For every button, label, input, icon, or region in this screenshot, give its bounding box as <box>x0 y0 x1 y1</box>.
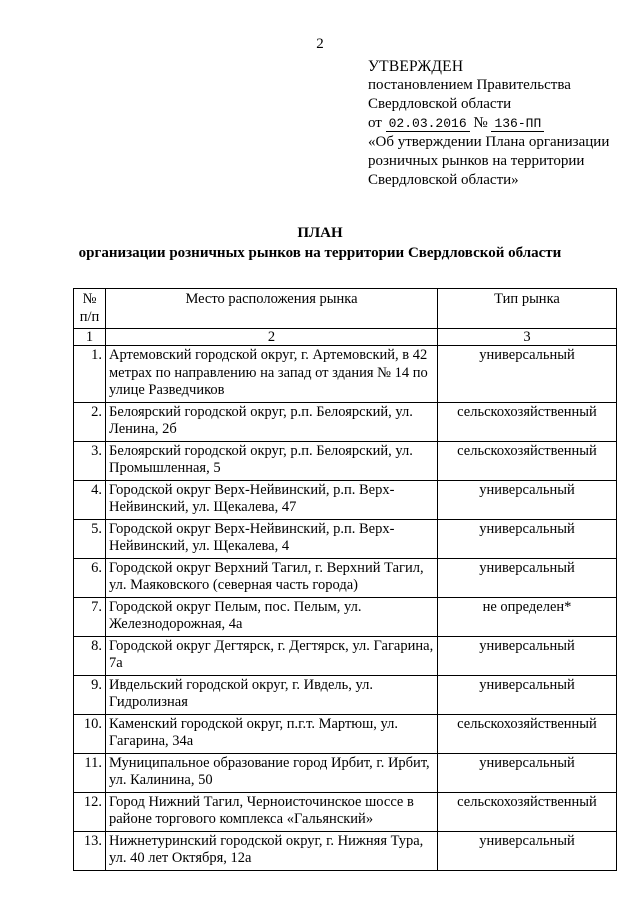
row-number: 13. <box>74 831 106 870</box>
row-location: Городской округ Пелым, пос. Пелым, ул. Железнодорожная, 4а <box>106 597 438 636</box>
row-number: 6. <box>74 558 106 597</box>
row-type: сельскохозяйственный <box>438 441 617 480</box>
table-row <box>74 675 617 714</box>
row-location: Муниципальное образование город Ирбит, г. Ирбит, ул. Калинина, 50 <box>106 753 438 792</box>
header-location: Место расположения рынка <box>106 289 438 329</box>
row-location: Ивдельский городской округ, г. Ивдель, ул. Гидролизная <box>106 675 438 714</box>
header-num: № п/п <box>74 289 106 329</box>
document-title: ПЛАН <box>297 225 343 241</box>
row-type: универсальный <box>438 558 617 597</box>
document-subtitle: организации розничных рынков на территории Свердловской области <box>78 245 562 261</box>
table-row <box>74 519 617 558</box>
row-number: 4. <box>74 480 106 519</box>
number-prefix: № <box>473 115 488 131</box>
row-type: универсальный <box>438 675 617 714</box>
row-type: универсальный <box>438 346 617 403</box>
index-cell: 3 <box>438 329 617 346</box>
table-row <box>74 636 617 675</box>
table-row <box>74 441 617 480</box>
table-header-row <box>74 289 617 329</box>
row-location: Белоярский городской округ, р.п. Белоярский, ул. Промышленная, 5 <box>106 441 438 480</box>
table-row <box>74 597 617 636</box>
row-type: не определен* <box>438 597 617 636</box>
page-number: 2 <box>316 36 324 52</box>
row-number: 10. <box>74 714 106 753</box>
row-number: 11. <box>74 753 106 792</box>
row-location: Каменский городской округ, п.г.т. Мартюш, ул. Гагарина, 34а <box>106 714 438 753</box>
row-location: Белоярский городской округ, р.п. Белоярский, ул. Ленина, 2б <box>106 402 438 441</box>
table-row <box>74 558 617 597</box>
approval-title-line-1: «Об утверждении Плана организации <box>368 134 610 150</box>
table-row <box>74 714 617 753</box>
row-number: 8. <box>74 636 106 675</box>
row-location: Город Нижний Тагил, Черноисточинское шоссе в районе торгового комплекса «Гальянский» <box>106 792 438 831</box>
approval-line-1: постановлением Правительства <box>368 77 571 93</box>
row-type: универсальный <box>438 831 617 870</box>
index-cell: 1 <box>74 329 106 346</box>
header-type: Тип рынка <box>438 289 617 329</box>
row-number: 7. <box>74 597 106 636</box>
row-location: Городской округ Верхний Тагил, г. Верхний Тагил, ул. Маяковского (северная часть города) <box>106 558 438 597</box>
table-row <box>74 753 617 792</box>
approval-title-line-3: Свердловской области» <box>368 172 519 188</box>
date-prefix: от <box>368 115 382 131</box>
row-type: сельскохозяйственный <box>438 792 617 831</box>
table-row <box>74 346 617 403</box>
row-number: 9. <box>74 675 106 714</box>
approval-line-2: Свердловской области <box>368 96 512 112</box>
table-row <box>74 480 617 519</box>
row-number: 5. <box>74 519 106 558</box>
approval-heading: УТВЕРЖДЕН <box>368 58 464 75</box>
row-location: Нижнетуринский городской округ, г. Нижняя Тура, ул. 40 лет Октября, 12а <box>106 831 438 870</box>
table-row <box>74 792 617 831</box>
row-location: Городской округ Верх-Нейвинский, р.п. Верх-Нейвинский, ул. Щекалева, 47 <box>106 480 438 519</box>
approval-number: 136-ПП <box>491 117 544 132</box>
document-title-block <box>0 223 640 263</box>
row-location: Городской округ Верх-Нейвинский, р.п. Верх-Нейвинский, ул. Щекалева, 4 <box>106 519 438 558</box>
index-cell: 2 <box>106 329 438 346</box>
row-type: универсальный <box>438 636 617 675</box>
row-number: 1. <box>74 346 106 403</box>
row-type: универсальный <box>438 519 617 558</box>
table-row <box>74 402 617 441</box>
row-location: Городской округ Дегтярск, г. Дегтярск, ул. Гагарина, 7а <box>106 636 438 675</box>
markets-table <box>73 288 617 871</box>
row-number: 12. <box>74 792 106 831</box>
row-number: 3. <box>74 441 106 480</box>
row-type: универсальный <box>438 480 617 519</box>
row-type: универсальный <box>438 753 617 792</box>
approval-date-line <box>368 114 630 133</box>
table-index-row <box>74 329 617 346</box>
row-location: Артемовский городской округ, г. Артемовский, в 42 метрах по направлению на запад от здания № 14 по улице Разведчиков <box>106 346 438 403</box>
approval-title-line-2: розничных рынков на территории <box>368 153 585 169</box>
row-number: 2. <box>74 402 106 441</box>
table-row <box>74 831 617 870</box>
row-type: сельскохозяйственный <box>438 714 617 753</box>
row-type: сельскохозяйственный <box>438 402 617 441</box>
approval-date: 02.03.2016 <box>386 117 470 132</box>
approval-block <box>368 57 630 190</box>
